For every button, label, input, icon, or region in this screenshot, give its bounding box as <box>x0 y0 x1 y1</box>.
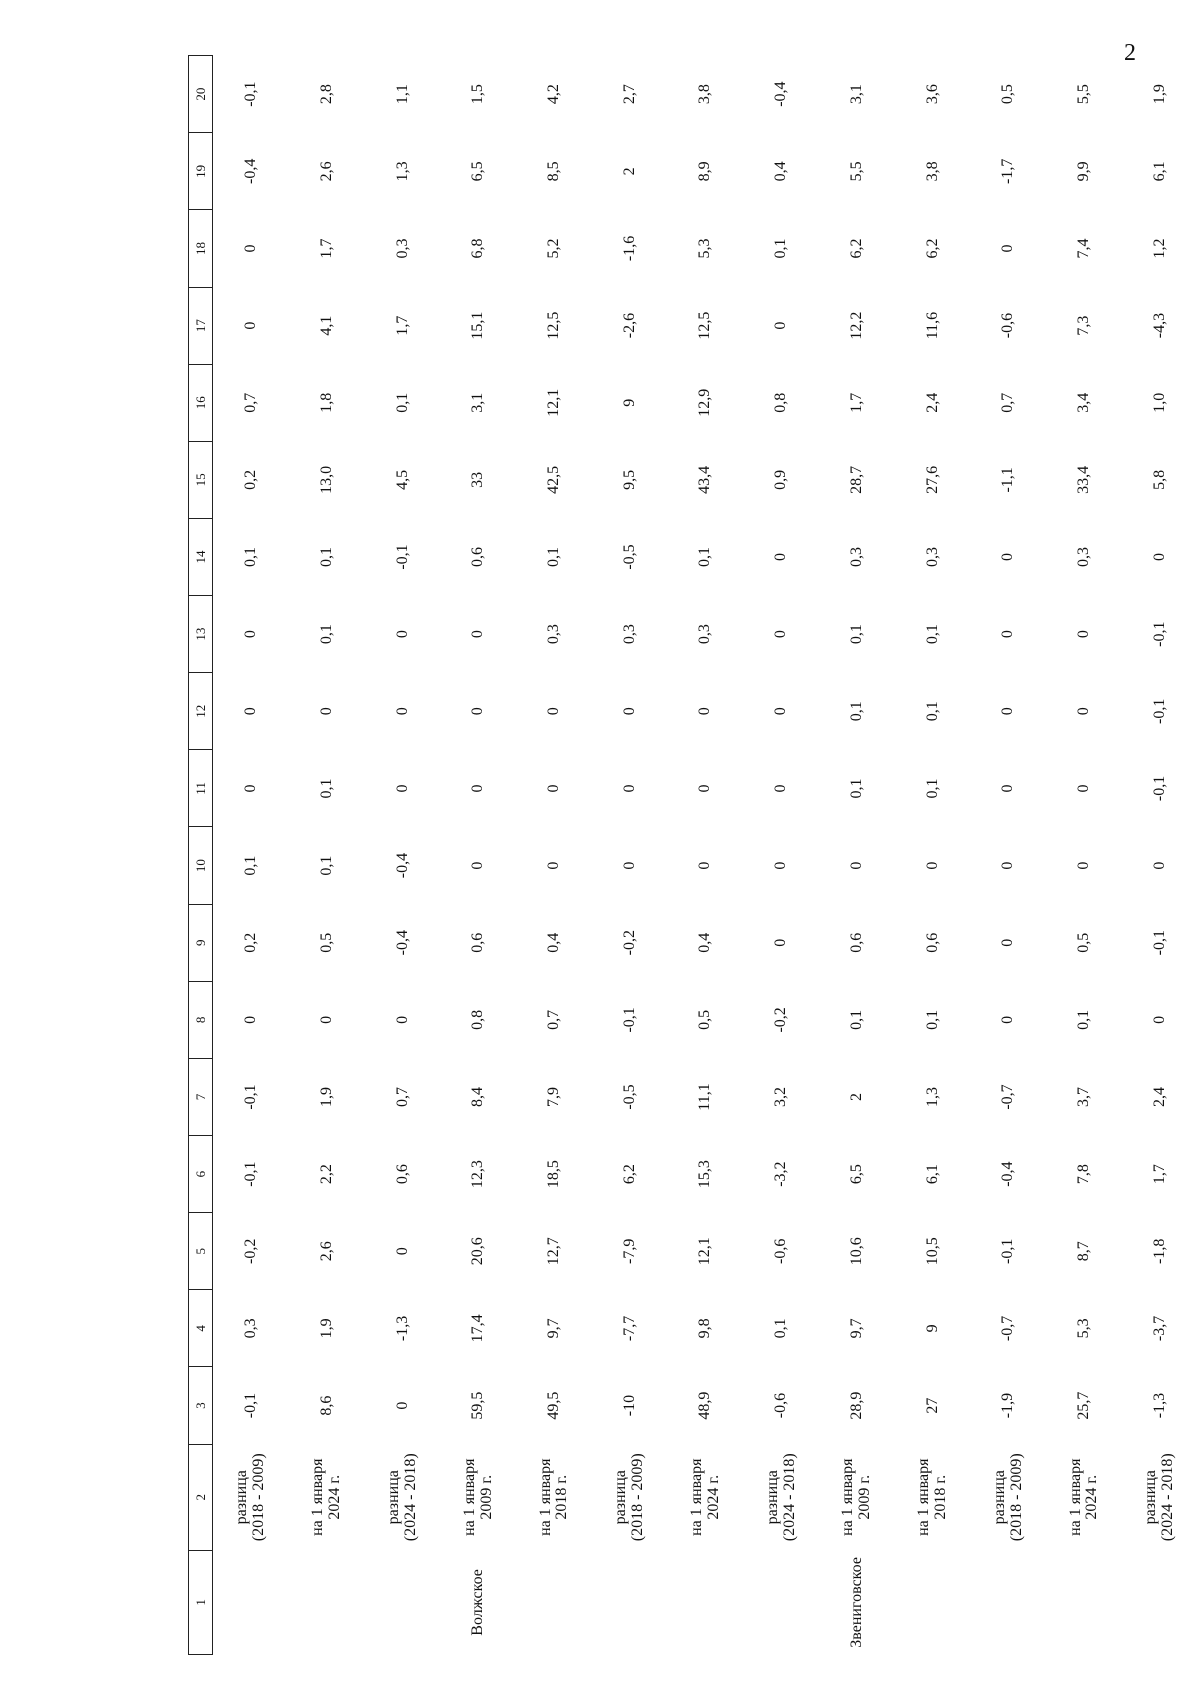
value-cell: 8,9 <box>696 161 714 182</box>
value-cell: 0 <box>1150 1015 1168 1024</box>
period-label-cell: на 1 января 2018 г. <box>536 1458 571 1536</box>
value-cell: 0,3 <box>923 547 941 568</box>
value-cell: 0,9 <box>772 469 790 490</box>
value-cell: 0,1 <box>772 238 790 259</box>
value-cell: 5,5 <box>847 161 865 182</box>
value-cell: -0,1 <box>241 1392 259 1419</box>
value-cell: -0,1 <box>241 1161 259 1187</box>
value-cell: 0 <box>317 1015 335 1024</box>
value-cell: 0 <box>772 630 790 639</box>
value-cell: 0,1 <box>923 701 941 722</box>
value-cell: 0 <box>696 784 714 793</box>
value-cell: 0,1 <box>772 1318 790 1339</box>
value-cell: 1,9 <box>317 1318 335 1339</box>
value-cell: 33 <box>469 471 487 488</box>
value-cell: 9 <box>620 398 638 407</box>
column-number-cell: 11 <box>189 750 213 827</box>
value-cell: 0,1 <box>544 547 562 568</box>
period-label-cell: на 1 января 2018 г. <box>915 1458 949 1536</box>
period-label-cell: на 1 января 2024 г. <box>1066 1458 1101 1536</box>
value-cell: 0 <box>999 244 1017 253</box>
value-cell: 0 <box>317 707 335 716</box>
value-cell: 0,3 <box>241 1318 259 1339</box>
value-cell: 9,7 <box>847 1318 865 1339</box>
value-cell: 0,5 <box>696 1009 714 1030</box>
value-cell: 9,9 <box>1074 161 1092 182</box>
value-cell: -0,4 <box>999 1161 1017 1187</box>
value-cell: 0,1 <box>923 1009 941 1030</box>
value-cell: 0,1 <box>923 778 941 799</box>
value-cell: 0,1 <box>847 778 865 799</box>
column-number-cell: 16 <box>189 364 213 441</box>
value-cell: 0 <box>772 707 790 716</box>
table-body <box>189 56 1199 1655</box>
value-cell: -0,1 <box>241 1084 259 1110</box>
value-cell: 0 <box>393 1401 411 1410</box>
district-name-cell <box>668 1550 744 1654</box>
value-cell: -3,7 <box>1150 1315 1168 1342</box>
table-row <box>1047 56 1123 1655</box>
district-name-cell <box>744 1550 820 1654</box>
value-cell: 0 <box>772 553 790 562</box>
value-cell: 6,8 <box>469 238 487 259</box>
value-cell: 5,3 <box>696 238 714 259</box>
value-cell: 3,1 <box>847 84 865 105</box>
value-cell: 12,9 <box>696 388 714 417</box>
value-cell: 0 <box>241 321 259 330</box>
value-cell: 10,5 <box>923 1237 941 1266</box>
district-name-cell <box>895 1550 971 1654</box>
page-number: 2 <box>1124 40 1136 66</box>
value-cell: 0,3 <box>544 624 562 645</box>
column-number-cell: 5 <box>189 1213 213 1290</box>
value-cell: 1,0 <box>1150 392 1168 413</box>
table-row <box>517 56 593 1655</box>
value-cell: -0,1 <box>241 81 259 107</box>
value-cell: 0 <box>241 244 259 253</box>
value-cell: -1,3 <box>1150 1392 1168 1419</box>
value-cell: 0 <box>393 1015 411 1024</box>
value-cell: 0,1 <box>847 701 865 722</box>
value-cell: 0 <box>999 1015 1017 1024</box>
value-cell: 0 <box>241 784 259 793</box>
value-cell: 8,4 <box>469 1087 487 1107</box>
value-cell: 0,1 <box>317 778 335 799</box>
column-number-cell: 9 <box>189 904 213 981</box>
value-cell: 2,7 <box>620 84 638 105</box>
table-row <box>592 56 668 1655</box>
value-cell: 0,6 <box>469 932 487 953</box>
value-cell: 12,1 <box>544 388 562 417</box>
value-cell: 13,0 <box>317 465 335 494</box>
value-cell: 6,1 <box>1150 161 1168 182</box>
value-cell: 0 <box>772 861 790 870</box>
value-cell: 3,8 <box>923 161 941 182</box>
value-cell: 6,2 <box>620 1164 638 1185</box>
column-number-cell: 15 <box>189 441 213 518</box>
value-cell: 9,7 <box>544 1318 562 1339</box>
value-cell: 0 <box>469 861 487 870</box>
value-cell: -0,1 <box>999 1238 1017 1264</box>
value-cell: 0 <box>620 707 638 716</box>
value-cell: -0,4 <box>241 158 259 184</box>
value-cell: -1,9 <box>999 1392 1017 1419</box>
value-cell: -10 <box>620 1394 638 1417</box>
value-cell: 0,3 <box>620 624 638 645</box>
value-cell: 2,6 <box>317 161 335 182</box>
value-cell: 0 <box>393 630 411 639</box>
value-cell: 0 <box>772 784 790 793</box>
value-cell: 17,4 <box>469 1314 487 1343</box>
value-cell: 0,5 <box>999 84 1017 105</box>
value-cell: 0 <box>241 1015 259 1024</box>
value-cell: 0,6 <box>469 547 487 568</box>
value-cell: 0,4 <box>696 932 714 953</box>
value-cell: 2,2 <box>317 1164 335 1185</box>
value-cell: -0,4 <box>393 930 411 956</box>
value-cell: 1,3 <box>923 1087 941 1107</box>
value-cell: -1,1 <box>999 467 1017 493</box>
district-name-cell <box>1047 1550 1123 1654</box>
value-cell: 12,1 <box>696 1237 714 1266</box>
value-cell: 2,6 <box>317 1241 335 1262</box>
column-number-cell: 17 <box>189 287 213 364</box>
value-cell: 3,7 <box>1074 1087 1092 1107</box>
value-cell: -0,1 <box>393 544 411 570</box>
value-cell: 0 <box>620 784 638 793</box>
value-cell: 0,3 <box>1074 547 1092 568</box>
value-cell: 0 <box>999 630 1017 639</box>
value-cell: 4,5 <box>393 469 411 490</box>
value-cell: 0,6 <box>393 1164 411 1185</box>
table-row <box>289 56 365 1655</box>
column-number-cell: 20 <box>189 56 213 133</box>
value-cell: 0 <box>469 707 487 716</box>
value-cell: 1,9 <box>1150 84 1168 105</box>
table-row <box>895 56 971 1655</box>
value-cell: -0,2 <box>241 1238 259 1264</box>
value-cell: 0 <box>469 784 487 793</box>
value-cell: -0,1 <box>1150 621 1168 647</box>
value-cell: 0 <box>393 1247 411 1256</box>
value-cell: 0 <box>999 784 1017 793</box>
value-cell: 0,1 <box>241 855 259 876</box>
period-label-cell: разница (2024 - 2018) <box>763 1453 798 1542</box>
value-cell: 0 <box>241 630 259 639</box>
value-cell: 9 <box>923 1324 941 1333</box>
table-row <box>441 56 517 1655</box>
value-cell: 15,3 <box>696 1160 714 1189</box>
value-cell: 1,3 <box>393 161 411 182</box>
district-name-cell <box>1122 1550 1198 1654</box>
column-number-cell: 12 <box>189 673 213 750</box>
value-cell: -0,6 <box>772 1392 790 1419</box>
data-table <box>188 55 1198 1655</box>
value-cell: 0 <box>1074 707 1092 716</box>
table-row <box>819 56 895 1655</box>
district-name-cell <box>592 1550 668 1654</box>
value-cell: 0,6 <box>847 932 865 953</box>
district-name-cell: Звениговское <box>847 1557 865 1648</box>
district-name-cell <box>517 1550 593 1654</box>
district-name-cell <box>971 1550 1047 1654</box>
value-cell: 12,7 <box>544 1237 562 1266</box>
value-cell: 42,5 <box>544 465 562 494</box>
column-number-cell: 18 <box>189 210 213 287</box>
value-cell: 0,1 <box>923 624 941 645</box>
period-label-cell: на 1 января 2024 г. <box>688 1458 722 1536</box>
period-label-cell: разница (2024 - 2018) <box>385 1453 419 1542</box>
value-cell: 2 <box>620 167 638 176</box>
value-cell: 4,1 <box>317 315 335 336</box>
value-cell: 0,1 <box>847 624 865 645</box>
period-label-cell: на 1 января 2009 г. <box>839 1458 874 1536</box>
value-cell: 7,9 <box>544 1087 562 1107</box>
column-number-cell: 13 <box>189 596 213 673</box>
value-cell: 2,4 <box>923 392 941 413</box>
value-cell: 0,8 <box>469 1009 487 1030</box>
value-cell: 0,7 <box>393 1087 411 1107</box>
value-cell: 1,7 <box>847 392 865 413</box>
value-cell: 2,4 <box>1150 1087 1168 1107</box>
value-cell: -3,2 <box>772 1161 790 1187</box>
value-cell: 0 <box>847 861 865 870</box>
value-cell: 0,2 <box>241 932 259 953</box>
value-cell: 0,1 <box>393 392 411 413</box>
value-cell: 43,4 <box>696 465 714 494</box>
table-row <box>1122 56 1198 1655</box>
value-cell: -0,4 <box>393 852 411 879</box>
value-cell: 3,4 <box>1074 392 1092 413</box>
value-cell: 0,1 <box>241 547 259 568</box>
value-cell: -0,6 <box>999 312 1017 339</box>
period-label-cell: разница (2018 - 2009) <box>612 1453 647 1542</box>
value-cell: -1,8 <box>1150 1238 1168 1264</box>
column-number-cell: 19 <box>189 133 213 210</box>
value-cell: 1,7 <box>1150 1164 1168 1185</box>
value-cell: 0,7 <box>999 392 1017 413</box>
value-cell: 0,5 <box>317 932 335 953</box>
value-cell: 0 <box>999 707 1017 716</box>
period-label-cell: на 1 января 2024 г. <box>309 1458 344 1536</box>
value-cell: 0,7 <box>544 1009 562 1030</box>
value-cell: -0,6 <box>772 1238 790 1264</box>
column-number-cell: 7 <box>189 1058 213 1135</box>
value-cell: -0,7 <box>999 1084 1017 1110</box>
value-cell: 0 <box>393 784 411 793</box>
value-cell: -0,1 <box>1150 775 1168 802</box>
value-cell: 0,1 <box>317 624 335 645</box>
value-cell: 1,2 <box>1150 238 1168 259</box>
value-cell: 1,5 <box>469 84 487 105</box>
value-cell: 0 <box>241 707 259 716</box>
column-number-cell: 10 <box>189 827 213 904</box>
value-cell: 6,2 <box>847 238 865 259</box>
column-number-cell: 8 <box>189 981 213 1058</box>
value-cell: 0,4 <box>772 161 790 182</box>
value-cell: 6,5 <box>469 161 487 182</box>
value-cell: -0,1 <box>1150 698 1168 724</box>
value-cell: 0,3 <box>393 238 411 259</box>
value-cell: 25,7 <box>1074 1391 1092 1420</box>
value-cell: 0,4 <box>544 932 562 953</box>
value-cell: 5,8 <box>1150 469 1168 490</box>
value-cell: 3,8 <box>696 84 714 105</box>
value-cell: 0,7 <box>241 392 259 413</box>
value-cell: -0,1 <box>620 1007 638 1033</box>
value-cell: 28,7 <box>847 465 865 494</box>
value-cell: -0,2 <box>620 930 638 956</box>
value-cell: -1,6 <box>620 235 638 262</box>
district-name-cell <box>365 1550 441 1654</box>
value-cell: 11,6 <box>923 311 941 340</box>
table-row <box>365 56 441 1655</box>
value-cell: -1,3 <box>393 1315 411 1342</box>
value-cell: -0,5 <box>620 544 638 570</box>
value-cell: 8,7 <box>1074 1241 1092 1262</box>
value-cell: 2 <box>847 1093 865 1101</box>
value-cell: 0,2 <box>241 469 259 490</box>
value-cell: 0 <box>923 861 941 870</box>
value-cell: 10,6 <box>847 1237 865 1266</box>
column-number-cell: 3 <box>189 1367 213 1444</box>
table-row <box>213 56 290 1655</box>
value-cell: 3,1 <box>469 392 487 413</box>
value-cell: 0 <box>544 861 562 870</box>
value-cell: 7,4 <box>1074 238 1092 259</box>
value-cell: 0 <box>696 707 714 716</box>
period-label-cell: разница (2018 - 2009) <box>990 1453 1025 1542</box>
value-cell: -0,1 <box>1150 930 1168 956</box>
period-label-cell: разница (2024 - 2018) <box>1142 1453 1177 1542</box>
value-cell: 20,6 <box>469 1237 487 1266</box>
value-cell: 1,9 <box>317 1087 335 1107</box>
column-number-cell: 2 <box>189 1444 213 1550</box>
column-number-cell: 4 <box>189 1290 213 1367</box>
value-cell: 27 <box>923 1397 941 1414</box>
value-cell: 0 <box>469 630 487 639</box>
value-cell: 1,7 <box>393 315 411 336</box>
column-number-cell: 1 <box>189 1550 213 1654</box>
value-cell: 0,3 <box>696 624 714 645</box>
value-cell: 0 <box>772 321 790 330</box>
value-cell: 8,6 <box>317 1395 335 1416</box>
value-cell: 6,2 <box>923 238 941 259</box>
value-cell: 0,1 <box>1074 1009 1092 1030</box>
value-cell: 9,5 <box>620 469 638 490</box>
rotated-table-container <box>188 55 1198 1655</box>
header-row <box>189 56 213 1655</box>
value-cell: 4,2 <box>544 84 562 105</box>
value-cell: 5,5 <box>1074 84 1092 105</box>
value-cell: 49,5 <box>544 1391 562 1420</box>
value-cell: 28,9 <box>847 1391 865 1420</box>
value-cell: 0,1 <box>317 855 335 876</box>
value-cell: 12,5 <box>544 311 562 340</box>
value-cell: 27,6 <box>923 465 941 494</box>
value-cell: -0,2 <box>772 1007 790 1033</box>
value-cell: 0 <box>696 861 714 870</box>
value-cell: -2,6 <box>620 312 638 339</box>
value-cell: 0,1 <box>317 547 335 568</box>
value-cell: 9,8 <box>696 1318 714 1339</box>
value-cell: -0,7 <box>999 1315 1017 1342</box>
value-cell: -7,9 <box>620 1238 638 1264</box>
value-cell: 0,6 <box>923 932 941 953</box>
value-cell: 8,5 <box>544 161 562 182</box>
value-cell: 33,4 <box>1074 465 1092 494</box>
value-cell: -0,5 <box>620 1084 638 1110</box>
value-cell: 0 <box>544 784 562 793</box>
column-number-cell: 6 <box>189 1136 213 1213</box>
table-row <box>668 56 744 1655</box>
value-cell: 0 <box>1150 861 1168 870</box>
value-cell: -4,3 <box>1150 312 1168 339</box>
value-cell: 0,8 <box>772 392 790 413</box>
value-cell: 3,2 <box>772 1087 790 1107</box>
table-row <box>971 56 1047 1655</box>
value-cell: 0 <box>1074 861 1092 870</box>
period-label-cell: на 1 января 2009 г. <box>460 1458 495 1536</box>
value-cell: 7,8 <box>1074 1164 1092 1185</box>
value-cell: 0,1 <box>847 1009 865 1030</box>
value-cell: 0 <box>1074 784 1092 793</box>
value-cell: 0,1 <box>696 547 714 568</box>
value-cell: 15,1 <box>469 311 487 340</box>
value-cell: 12,5 <box>696 311 714 340</box>
value-cell: 1,8 <box>317 392 335 413</box>
value-cell: 7,3 <box>1074 315 1092 336</box>
column-number-cell: 14 <box>189 518 213 595</box>
value-cell: 0 <box>620 861 638 870</box>
value-cell: 59,5 <box>469 1391 487 1420</box>
value-cell: 1,1 <box>393 84 411 105</box>
value-cell: 48,9 <box>696 1391 714 1420</box>
value-cell: 0 <box>999 553 1017 562</box>
value-cell: 0,3 <box>847 547 865 568</box>
value-cell: 0 <box>393 707 411 716</box>
value-cell: 1,7 <box>317 238 335 259</box>
value-cell: 0 <box>1074 630 1092 639</box>
period-label-cell: разница (2018 - 2009) <box>233 1453 268 1542</box>
value-cell: -0,4 <box>772 81 790 107</box>
district-name-cell <box>289 1550 365 1654</box>
value-cell: 12,3 <box>469 1160 487 1189</box>
district-name-cell: Волжское <box>469 1569 487 1636</box>
value-cell: 12,2 <box>847 311 865 340</box>
value-cell: 2,8 <box>317 84 335 105</box>
value-cell: 3,6 <box>923 84 941 105</box>
value-cell: 5,2 <box>544 238 562 259</box>
value-cell: -1,7 <box>999 158 1017 184</box>
value-cell: 0 <box>999 861 1017 870</box>
value-cell: 6,5 <box>847 1164 865 1185</box>
table-row <box>744 56 820 1655</box>
value-cell: 0 <box>772 938 790 947</box>
value-cell: 0,5 <box>1074 932 1092 953</box>
value-cell: -7,7 <box>620 1315 638 1342</box>
value-cell: 6,1 <box>923 1164 941 1185</box>
value-cell: 11,1 <box>696 1083 714 1111</box>
value-cell: 0 <box>1150 553 1168 562</box>
value-cell: 0 <box>544 707 562 716</box>
value-cell: 0 <box>999 938 1017 947</box>
value-cell: 18,5 <box>544 1160 562 1189</box>
district-name-cell <box>213 1550 290 1654</box>
value-cell: 5,3 <box>1074 1318 1092 1339</box>
